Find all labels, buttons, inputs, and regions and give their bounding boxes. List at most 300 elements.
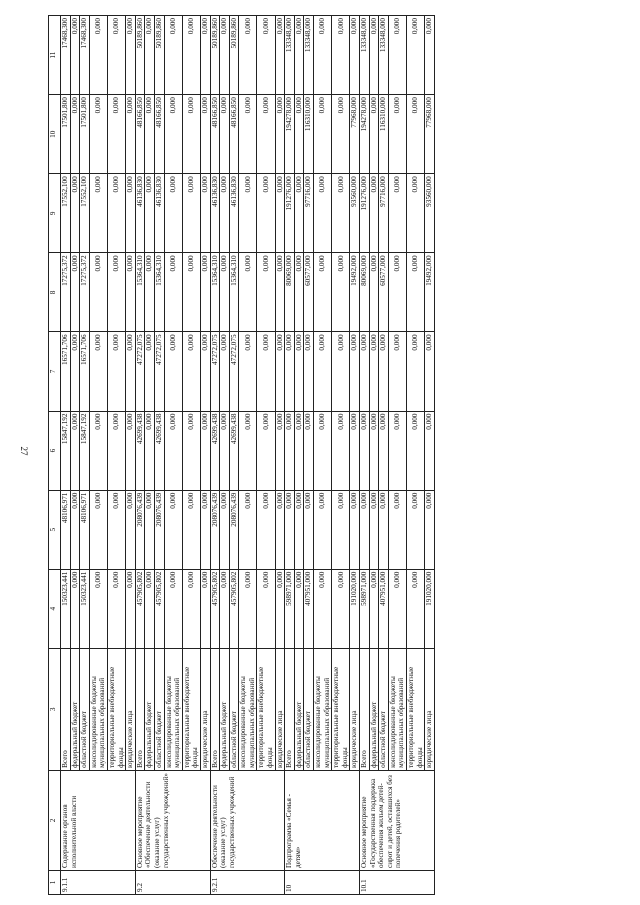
amount-cell: 0,000 (425, 16, 435, 95)
amount-cell: 0,000 (314, 253, 332, 332)
amount-cell: 0,000 (425, 490, 435, 569)
amount-cell: 0,000 (257, 253, 275, 332)
amount-cell: 0,000 (200, 411, 210, 490)
amount-cell: 48166,850 (229, 95, 239, 174)
header-cell: 4 (49, 569, 61, 648)
amount-cell: 0,000 (70, 253, 80, 332)
amount-cell: 0,000 (70, 16, 80, 95)
header-cell: 5 (49, 490, 61, 569)
table-row (220, 16, 230, 895)
amount-cell: 0,000 (220, 411, 230, 490)
row-name: Подпрограмма «Семья - детям» (285, 770, 360, 870)
amount-cell: 48166,850 (154, 95, 164, 174)
amount-cell: 0,000 (220, 253, 230, 332)
funding-source: федеральный бюджет (369, 648, 379, 770)
amount-cell: 0,000 (275, 332, 285, 411)
funding-source: федеральный бюджет (220, 648, 230, 770)
amount-cell: 16571,706 (80, 332, 90, 411)
amount-cell: 0,000 (425, 332, 435, 411)
amount-cell: 60577,000 (304, 253, 314, 332)
amount-cell: 42699,438 (229, 411, 239, 490)
funding-source: консолидированные бюджеты муниципальных образований (89, 648, 107, 770)
funding-source: территориальные внебюджетные фонды (257, 648, 275, 770)
amount-cell: 0,000 (89, 16, 107, 95)
amount-cell: 0,000 (200, 16, 210, 95)
page-number: 27 (19, 446, 29, 456)
amount-cell: 0,000 (332, 253, 350, 332)
amount-cell: 208076,439 (154, 490, 164, 569)
amount-cell: 0,000 (182, 95, 200, 174)
amount-cell: 0,000 (89, 569, 107, 648)
amount-cell: 0,000 (182, 490, 200, 569)
table-row (89, 16, 107, 895)
amount-cell: 0,000 (257, 95, 275, 174)
funding-source: областной бюджет (229, 648, 239, 770)
amount-cell: 47272,075 (229, 332, 239, 411)
row-code: 9.2.1 (210, 870, 285, 894)
amount-cell: 150323,441 (61, 569, 71, 648)
table-row (360, 16, 370, 895)
funding-source: консолидированные бюджеты муниципальных образований (314, 648, 332, 770)
amount-cell: 42699,438 (135, 411, 145, 490)
amount-cell: 0,000 (379, 490, 389, 569)
amount-cell: 93560,000 (425, 174, 435, 253)
amount-cell: 0,000 (388, 174, 406, 253)
row-code: 9.1.1 (61, 870, 136, 894)
amount-cell: 0,000 (294, 253, 304, 332)
amount-cell: 0,000 (275, 16, 285, 95)
amount-cell: 0,000 (285, 411, 295, 490)
table-row (210, 16, 220, 895)
amount-cell: 17501,800 (80, 95, 90, 174)
amount-cell: 0,000 (369, 253, 379, 332)
amount-cell: 0,000 (220, 490, 230, 569)
amount-cell: 598971,000 (285, 569, 295, 648)
table-row (350, 16, 360, 895)
amount-cell: 0,000 (164, 253, 182, 332)
amount-cell: 0,000 (275, 95, 285, 174)
amount-cell: 0,000 (107, 569, 125, 648)
amount-cell: 0,000 (182, 332, 200, 411)
row-code: 9.2 (135, 870, 210, 894)
amount-cell: 0,000 (220, 569, 230, 648)
amount-cell: 42699,438 (154, 411, 164, 490)
amount-cell: 0,000 (126, 411, 136, 490)
amount-cell: 0,000 (126, 490, 136, 569)
amount-cell: 19492,000 (350, 253, 360, 332)
amount-cell: 0,000 (369, 95, 379, 174)
funding-source: юридические лица (425, 648, 435, 770)
row-name: Содержание органов исполнительной власти (61, 770, 136, 870)
amount-cell: 0,000 (332, 174, 350, 253)
amount-cell: 0,000 (314, 411, 332, 490)
amount-cell: 0,000 (145, 16, 155, 95)
amount-cell: 0,000 (200, 490, 210, 569)
amount-cell: 15364,310 (154, 253, 164, 332)
amount-cell: 50189,860 (135, 16, 145, 95)
funding-source: Всего (210, 648, 220, 770)
amount-cell: 15847,192 (80, 411, 90, 490)
table-row (379, 16, 389, 895)
amount-cell: 42699,438 (210, 411, 220, 490)
row-name: Основное мероприятие «Обеспечение деятельности (оказание услуг) государственных учреждений» (135, 770, 210, 870)
amount-cell: 0,000 (239, 411, 257, 490)
amount-cell: 0,000 (107, 490, 125, 569)
header-row (49, 16, 61, 895)
amount-cell: 0,000 (239, 253, 257, 332)
amount-cell: 0,000 (145, 569, 155, 648)
funding-source: областной бюджет (379, 648, 389, 770)
table-row (164, 16, 182, 895)
funding-source: консолидированные бюджеты муниципальных образований (239, 648, 257, 770)
amount-cell: 0,000 (126, 174, 136, 253)
table-row (229, 16, 239, 895)
amount-cell: 191276,000 (285, 174, 295, 253)
amount-cell: 0,000 (200, 253, 210, 332)
amount-cell: 0,000 (126, 95, 136, 174)
funding-source: территориальные внебюджетные фонды (107, 648, 125, 770)
amount-cell: 116310,000 (304, 95, 314, 174)
amount-cell: 0,000 (406, 332, 424, 411)
row-name: Обеспечение деятельности (оказание услуг) государственных учреждений (210, 770, 285, 870)
amount-cell: 50189,860 (210, 16, 220, 95)
amount-cell: 0,000 (182, 174, 200, 253)
header-cell: 7 (49, 332, 61, 411)
amount-cell: 50189,860 (229, 16, 239, 95)
amount-cell: 0,000 (182, 411, 200, 490)
amount-cell: 0,000 (406, 411, 424, 490)
amount-cell: 80069,000 (285, 253, 295, 332)
amount-cell: 46136,830 (154, 174, 164, 253)
amount-cell: 97716,000 (379, 174, 389, 253)
amount-cell: 0,000 (314, 332, 332, 411)
amount-cell: 0,000 (388, 490, 406, 569)
amount-cell: 0,000 (379, 332, 389, 411)
funding-source: областной бюджет (80, 648, 90, 770)
amount-cell: 0,000 (70, 569, 80, 648)
amount-cell: 457905,802 (154, 569, 164, 648)
amount-cell: 194278,000 (360, 95, 370, 174)
amount-cell: 0,000 (304, 490, 314, 569)
amount-cell: 0,000 (369, 411, 379, 490)
amount-cell: 116310,000 (379, 95, 389, 174)
amount-cell: 133348,000 (360, 16, 370, 95)
amount-cell: 16571,706 (61, 332, 71, 411)
amount-cell: 0,000 (285, 490, 295, 569)
table-row (154, 16, 164, 895)
amount-cell: 0,000 (294, 490, 304, 569)
amount-cell: 0,000 (294, 174, 304, 253)
amount-cell: 0,000 (89, 174, 107, 253)
amount-cell: 598971,000 (360, 569, 370, 648)
funding-source: юридические лица (350, 648, 360, 770)
amount-cell: 457905,802 (229, 569, 239, 648)
amount-cell: 0,000 (182, 569, 200, 648)
amount-cell: 0,000 (89, 95, 107, 174)
table-row (126, 16, 136, 895)
amount-cell: 0,000 (332, 411, 350, 490)
amount-cell: 46136,830 (210, 174, 220, 253)
table-row (107, 16, 125, 895)
amount-cell: 0,000 (388, 332, 406, 411)
amount-cell: 0,000 (164, 16, 182, 95)
amount-cell: 0,000 (70, 490, 80, 569)
amount-cell: 0,000 (257, 174, 275, 253)
amount-cell: 15364,310 (135, 253, 145, 332)
amount-cell: 0,000 (332, 569, 350, 648)
amount-cell: 0,000 (70, 411, 80, 490)
budget-table (48, 15, 435, 895)
amount-cell: 0,000 (220, 95, 230, 174)
amount-cell: 17501,800 (61, 95, 71, 174)
amount-cell: 0,000 (126, 16, 136, 95)
row-name: Основное мероприятие «Государственная поддержка обеспечения жильем детей-сирот и детей, оставшихся без попечения родителей» (360, 770, 435, 870)
amount-cell: 48166,850 (135, 95, 145, 174)
table-row (61, 16, 71, 895)
amount-cell: 0,000 (369, 174, 379, 253)
amount-cell: 0,000 (275, 174, 285, 253)
amount-cell: 0,000 (145, 490, 155, 569)
amount-cell: 0,000 (360, 411, 370, 490)
amount-cell: 0,000 (239, 174, 257, 253)
amount-cell: 0,000 (369, 16, 379, 95)
amount-cell: 48166,850 (210, 95, 220, 174)
amount-cell: 17468,300 (80, 16, 90, 95)
amount-cell: 0,000 (164, 174, 182, 253)
funding-source: Всего (135, 648, 145, 770)
table-row (294, 16, 304, 895)
funding-source: юридические лица (200, 648, 210, 770)
amount-cell: 133348,000 (285, 16, 295, 95)
amount-cell: 48106,971 (80, 490, 90, 569)
funding-source: Всего (360, 648, 370, 770)
amount-cell: 0,000 (406, 174, 424, 253)
amount-cell: 0,000 (257, 16, 275, 95)
amount-cell: 191020,000 (350, 569, 360, 648)
funding-source: Всего (61, 648, 71, 770)
table-body (61, 16, 435, 895)
amount-cell: 133348,000 (379, 16, 389, 95)
amount-cell: 0,000 (182, 16, 200, 95)
amount-cell: 0,000 (164, 95, 182, 174)
amount-cell: 0,000 (257, 490, 275, 569)
amount-cell: 0,000 (275, 411, 285, 490)
amount-cell: 0,000 (89, 332, 107, 411)
amount-cell: 0,000 (164, 569, 182, 648)
table-row (145, 16, 155, 895)
amount-cell: 0,000 (70, 95, 80, 174)
amount-cell: 0,000 (164, 490, 182, 569)
amount-cell: 457905,802 (210, 569, 220, 648)
amount-cell: 47272,075 (154, 332, 164, 411)
amount-cell: 17552,100 (61, 174, 71, 253)
amount-cell: 0,000 (145, 253, 155, 332)
amount-cell: 0,000 (220, 16, 230, 95)
amount-cell: 407951,000 (379, 569, 389, 648)
amount-cell: 0,000 (239, 569, 257, 648)
table-row (200, 16, 210, 895)
table-row (70, 16, 80, 895)
amount-cell: 60577,000 (379, 253, 389, 332)
amount-cell: 0,000 (200, 174, 210, 253)
funding-source: федеральный бюджет (294, 648, 304, 770)
amount-cell: 0,000 (406, 490, 424, 569)
table-row (257, 16, 275, 895)
amount-cell: 0,000 (369, 569, 379, 648)
amount-cell: 0,000 (369, 332, 379, 411)
amount-cell: 0,000 (89, 411, 107, 490)
amount-cell: 0,000 (239, 16, 257, 95)
amount-cell: 0,000 (107, 253, 125, 332)
amount-cell: 0,000 (332, 332, 350, 411)
amount-cell: 0,000 (388, 411, 406, 490)
amount-cell: 0,000 (314, 174, 332, 253)
amount-cell: 0,000 (200, 569, 210, 648)
amount-cell: 0,000 (220, 174, 230, 253)
amount-cell: 0,000 (257, 332, 275, 411)
amount-cell: 0,000 (107, 95, 125, 174)
amount-cell: 17275,372 (80, 253, 90, 332)
amount-cell: 0,000 (164, 332, 182, 411)
rotated-table-container (48, 15, 638, 895)
amount-cell: 0,000 (304, 332, 314, 411)
amount-cell: 0,000 (257, 569, 275, 648)
header-cell: 8 (49, 253, 61, 332)
table-row (406, 16, 424, 895)
header-cell: 1 (49, 870, 61, 894)
amount-cell: 0,000 (350, 332, 360, 411)
amount-cell: 0,000 (332, 490, 350, 569)
amount-cell: 0,000 (314, 490, 332, 569)
header-cell: 11 (49, 16, 61, 95)
amount-cell: 47272,075 (210, 332, 220, 411)
amount-cell: 0,000 (406, 95, 424, 174)
table-row (425, 16, 435, 895)
table-row (304, 16, 314, 895)
amount-cell: 46136,830 (229, 174, 239, 253)
amount-cell: 0,000 (314, 569, 332, 648)
amount-cell: 0,000 (220, 332, 230, 411)
amount-cell: 0,000 (406, 253, 424, 332)
amount-cell: 0,000 (145, 332, 155, 411)
amount-cell: 0,000 (239, 332, 257, 411)
amount-cell: 15364,310 (229, 253, 239, 332)
amount-cell: 0,000 (89, 490, 107, 569)
amount-cell: 17552,100 (80, 174, 90, 253)
amount-cell: 77968,000 (425, 95, 435, 174)
header-cell: 9 (49, 174, 61, 253)
table-row (182, 16, 200, 895)
row-code: 10.1 (360, 870, 435, 894)
amount-cell: 191020,000 (425, 569, 435, 648)
amount-cell: 0,000 (257, 411, 275, 490)
amount-cell: 17468,300 (61, 16, 71, 95)
amount-cell: 0,000 (200, 95, 210, 174)
amount-cell: 0,000 (406, 16, 424, 95)
amount-cell: 0,000 (332, 95, 350, 174)
amount-cell: 0,000 (70, 174, 80, 253)
amount-cell: 0,000 (304, 411, 314, 490)
funding-source: консолидированные бюджеты муниципальных образований (388, 648, 406, 770)
amount-cell: 0,000 (388, 253, 406, 332)
table-row (135, 16, 145, 895)
amount-cell: 407951,000 (304, 569, 314, 648)
amount-cell: 0,000 (388, 16, 406, 95)
funding-source: областной бюджет (304, 648, 314, 770)
header-cell: 3 (49, 648, 61, 770)
amount-cell: 0,000 (294, 332, 304, 411)
amount-cell: 191276,000 (360, 174, 370, 253)
amount-cell: 0,000 (379, 411, 389, 490)
amount-cell: 0,000 (314, 95, 332, 174)
table-row (332, 16, 350, 895)
funding-source: федеральный бюджет (70, 648, 80, 770)
amount-cell: 0,000 (239, 95, 257, 174)
amount-cell: 208076,439 (210, 490, 220, 569)
table-row (275, 16, 285, 895)
amount-cell: 0,000 (70, 332, 80, 411)
amount-cell: 0,000 (107, 174, 125, 253)
amount-cell: 0,000 (294, 569, 304, 648)
amount-cell: 0,000 (350, 16, 360, 95)
amount-cell: 0,000 (164, 411, 182, 490)
amount-cell: 93560,000 (350, 174, 360, 253)
amount-cell: 208076,439 (135, 490, 145, 569)
amount-cell: 0,000 (350, 411, 360, 490)
amount-cell: 0,000 (126, 253, 136, 332)
amount-cell: 80069,000 (360, 253, 370, 332)
amount-cell: 0,000 (360, 490, 370, 569)
amount-cell: 46136,830 (135, 174, 145, 253)
amount-cell: 0,000 (294, 16, 304, 95)
amount-cell: 0,000 (145, 174, 155, 253)
amount-cell: 0,000 (350, 490, 360, 569)
amount-cell: 0,000 (360, 332, 370, 411)
amount-cell: 194278,000 (285, 95, 295, 174)
amount-cell: 15364,310 (210, 253, 220, 332)
amount-cell: 133348,000 (304, 16, 314, 95)
funding-source: юридические лица (126, 648, 136, 770)
table-row (80, 16, 90, 895)
funding-source: юридические лица (275, 648, 285, 770)
amount-cell: 50189,860 (154, 16, 164, 95)
amount-cell: 0,000 (314, 16, 332, 95)
amount-cell: 208076,439 (229, 490, 239, 569)
amount-cell: 0,000 (388, 569, 406, 648)
funding-source: территориальные внебюджетные фонды (182, 648, 200, 770)
amount-cell: 0,000 (239, 490, 257, 569)
amount-cell: 0,000 (89, 253, 107, 332)
amount-cell: 17275,372 (61, 253, 71, 332)
amount-cell: 0,000 (126, 569, 136, 648)
amount-cell: 0,000 (275, 569, 285, 648)
amount-cell: 0,000 (107, 411, 125, 490)
amount-cell: 0,000 (200, 332, 210, 411)
amount-cell: 0,000 (369, 490, 379, 569)
row-code: 10 (285, 870, 360, 894)
table-row (285, 16, 295, 895)
amount-cell: 19492,000 (425, 253, 435, 332)
amount-cell: 0,000 (145, 95, 155, 174)
funding-source: территориальные внебюджетные фонды (406, 648, 424, 770)
amount-cell: 0,000 (332, 16, 350, 95)
amount-cell: 0,000 (107, 16, 125, 95)
amount-cell: 0,000 (145, 411, 155, 490)
amount-cell: 0,000 (294, 411, 304, 490)
amount-cell: 0,000 (388, 95, 406, 174)
table-row (388, 16, 406, 895)
amount-cell: 48106,971 (61, 490, 71, 569)
